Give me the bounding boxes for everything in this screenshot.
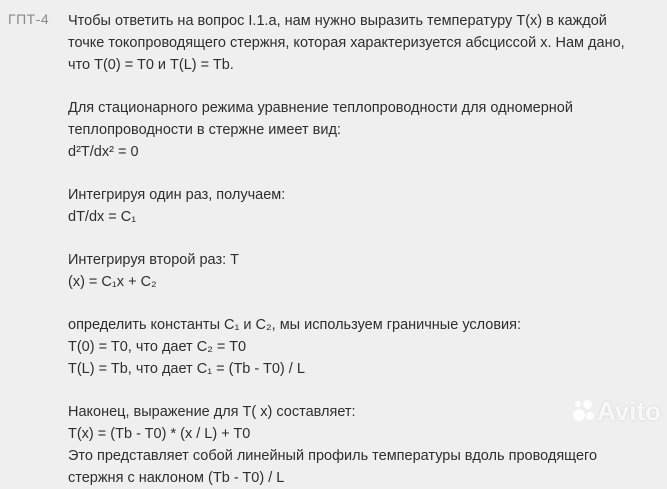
text-line: определить константы C₁ и C₂, мы используем граничные условия: <box>68 317 522 333</box>
text-line: Интегрируя один раз, получаем: <box>68 187 286 203</box>
text-line: теплопроводности в стержне имеет вид: <box>68 122 341 138</box>
text-line: Это представляет собой линейный профиль температуры вдоль проводящего <box>68 448 598 464</box>
text-line: Чтобы ответить на вопрос I.1.a, нам нужно выразить температуру T(x) в каждой <box>68 13 607 29</box>
text-line: Наконец, выражение для T( x) составляет: <box>68 404 356 420</box>
avito-logo-icon <box>573 400 595 422</box>
text-line: точке токопроводящего стержня, которая характеризуется абсциссой x. Нам дано, <box>68 35 625 51</box>
equation-line: dT/dx = C₁ <box>68 209 137 225</box>
text-line: Интегрируя второй раз: T <box>68 252 240 268</box>
watermark-text: Avito <box>596 396 661 426</box>
paragraph <box>68 249 658 293</box>
response-text <box>68 10 658 489</box>
paragraph <box>68 97 658 163</box>
equation-line: d²T/dx² = 0 <box>68 144 139 160</box>
equation-line: T(x) = (Tb - T0) * (x / L) + T0 <box>68 426 251 442</box>
paragraph <box>68 314 658 380</box>
paragraph <box>68 10 658 76</box>
equation-line: (x) = C₁x + C₂ <box>68 274 157 290</box>
equation-line: T(L) = Tb, что дает C₁ = (Tb - T0) / L <box>68 361 305 377</box>
text-line: что T(0) = T0 и T(L) = Tb. <box>68 57 234 73</box>
avito-watermark <box>573 396 661 427</box>
paragraph <box>68 184 658 228</box>
equation-line: T(0) = T0, что дает C₂ = T0 <box>68 339 247 355</box>
speaker-label: ГПТ-4 <box>8 11 50 27</box>
text-line: стержня с наклоном (Tb - T0) / L <box>68 470 285 486</box>
text-line: Для стационарного режима уравнение теплопроводности для одномерной <box>68 100 573 116</box>
